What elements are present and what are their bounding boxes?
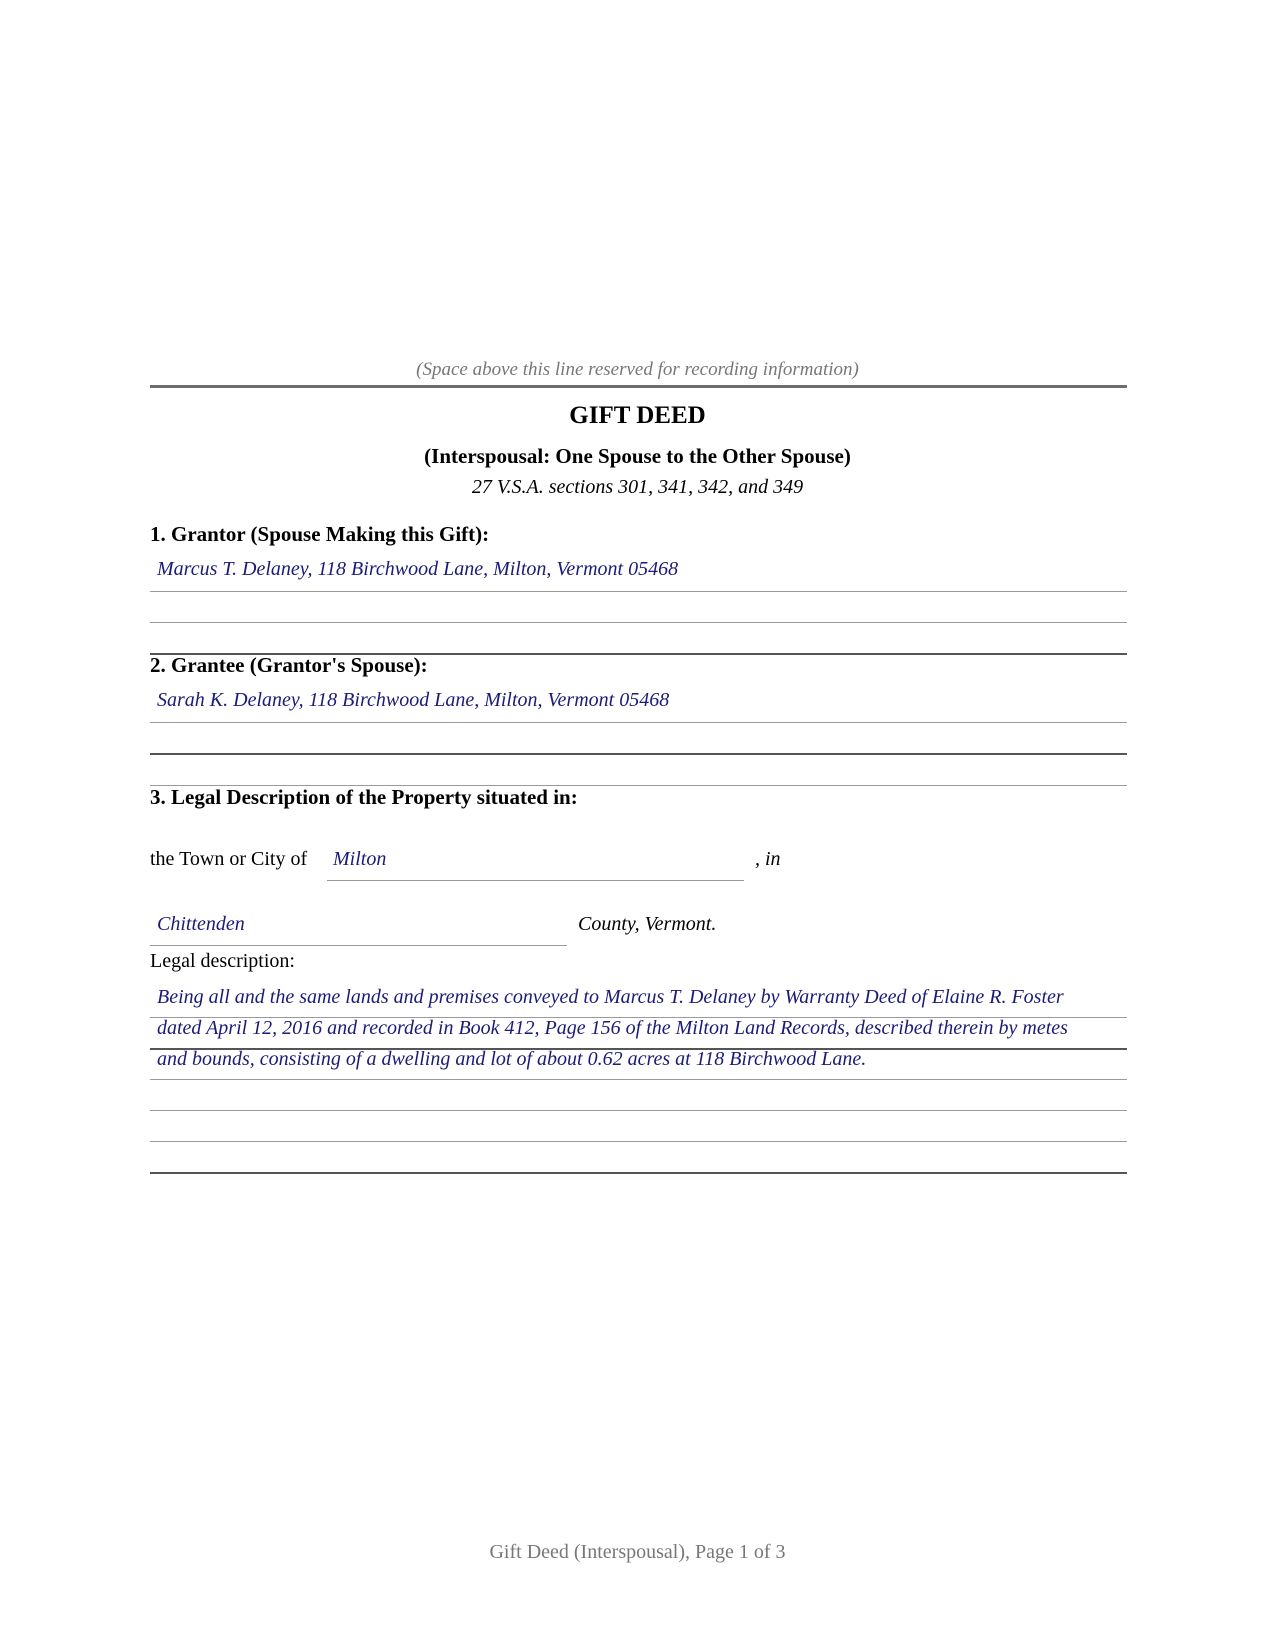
town-label: the Town or City of (150, 848, 308, 870)
recording-notice: (Space above this line reserved for recording information) (416, 359, 859, 380)
grantor-line-2 (150, 622, 1127, 623)
recording-divider (150, 385, 1127, 388)
grantee-line-1 (150, 722, 1127, 723)
document-title: GIFT DEED (569, 402, 706, 429)
grantor-heading: 1. Grantor (Spouse Making this Gift): (150, 522, 490, 546)
legal-description-line-2[interactable]: dated April 12, 2016 and recorded in Book 412, Page 156 of the Milton Land Records, described therein by metes (157, 1017, 1068, 1039)
grantee-line-2 (150, 753, 1127, 755)
legal-line-6 (150, 1172, 1127, 1174)
town-suffix: , in (755, 848, 781, 870)
property-heading: 3. Legal Description of the Property situated in: (150, 785, 578, 809)
county-underline (150, 945, 567, 946)
legal-line-3 (150, 1079, 1127, 1080)
town-underline (327, 880, 744, 881)
legal-line-5 (150, 1141, 1127, 1142)
statute-reference: 27 V.S.A. sections 301, 341, 342, and 349 (471, 476, 804, 498)
grantor-line-1 (150, 591, 1127, 592)
grantee-heading: 2. Grantee (Grantor's Spouse): (150, 653, 428, 677)
county-suffix: County, Vermont. (578, 913, 717, 935)
page-footer: Gift Deed (Interspousal), Page 1 of 3 (489, 1541, 786, 1563)
legal-description-line-1[interactable]: Being all and the same lands and premises conveyed to Marcus T. Delaney by Warranty Deed of Elaine R. Foster (157, 986, 1064, 1008)
legal-description-line-3[interactable]: and bounds, consisting of a dwelling and lot of about 0.62 acres at 118 Birchwood Lane. (157, 1048, 867, 1070)
grantor-field[interactable]: Marcus T. Delaney, 118 Birchwood Lane, Milton, Vermont 05468 (157, 558, 679, 580)
county-field[interactable]: Chittenden (157, 913, 245, 935)
grantee-field[interactable]: Sarah K. Delaney, 118 Birchwood Lane, Milton, Vermont 05468 (157, 689, 670, 711)
town-field[interactable]: Milton (333, 848, 387, 870)
document-subtitle: (Interspousal: One Spouse to the Other Spouse) (424, 444, 851, 468)
legal-line-4 (150, 1110, 1127, 1111)
legal-description-label: Legal description: (150, 950, 295, 972)
